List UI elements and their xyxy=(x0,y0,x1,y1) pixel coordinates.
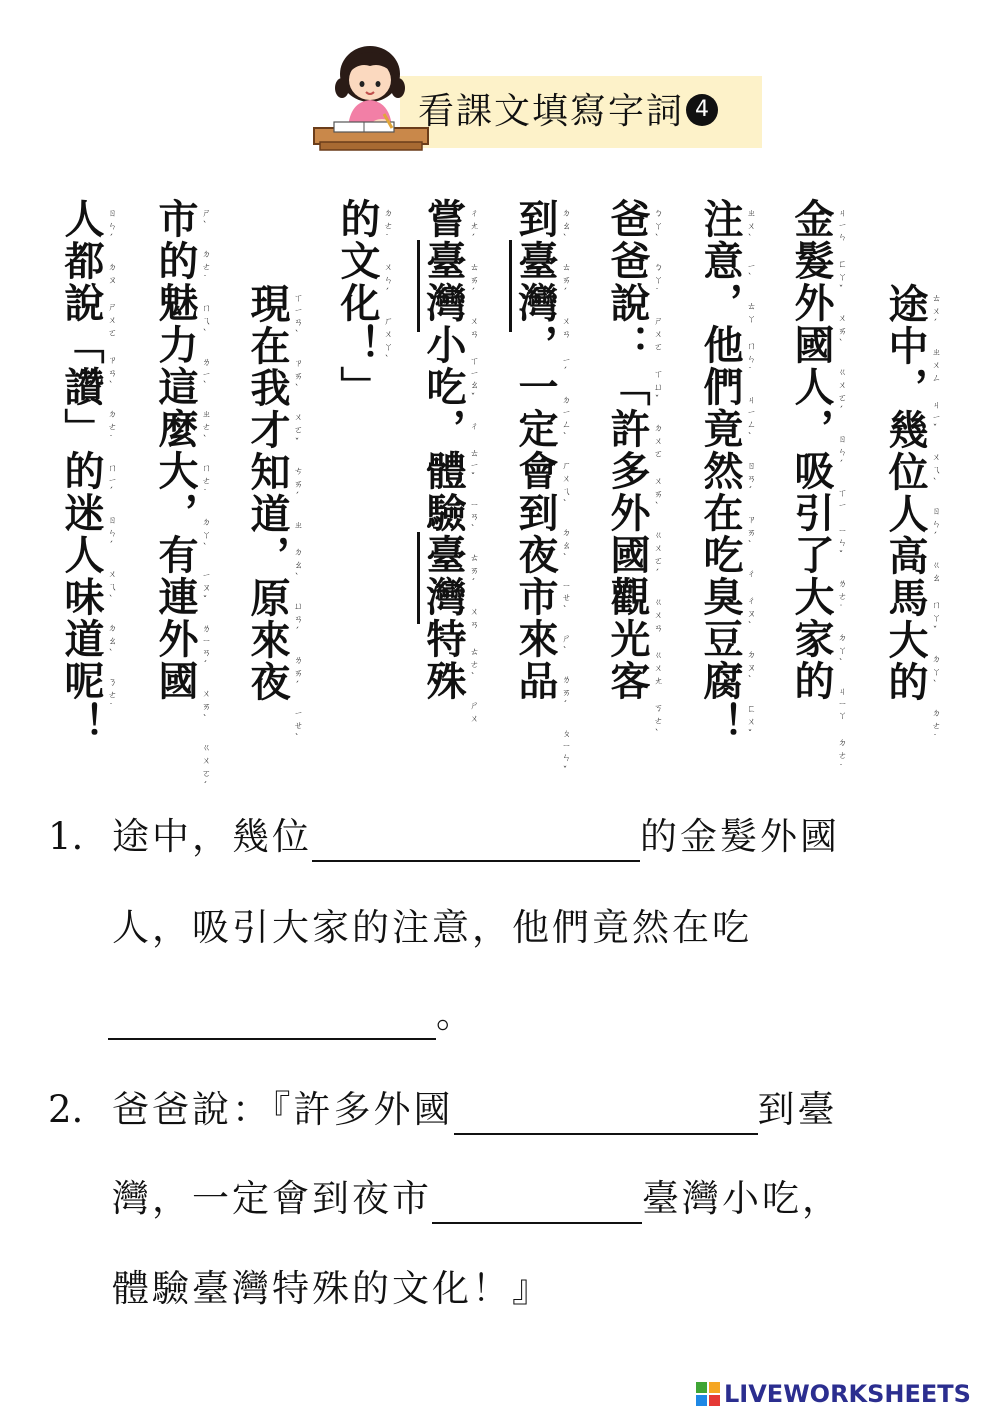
passage-column-2: 金髮外國人，吸引了大家的 xyxy=(788,198,834,702)
question-1-line-3 xyxy=(108,990,476,1040)
passage-column-9: 市的魅力這麼大，有連外國 xyxy=(152,198,198,702)
passage-column-10: 人都說「讚」的迷人味道呢！ xyxy=(58,198,104,744)
zhuyin-column-4: ㄅㄚˋ ㄅㄚ˙ ㄕㄨㄛ ㄒㄩˇ ㄉㄨㄛ ㄨㄞˋ ㄍㄨㄛˊ ㄍㄨㄢ ㄍㄨㄤ ㄎㄜˋ xyxy=(652,208,662,743)
liveworksheets-logo xyxy=(696,1380,971,1410)
question-2-line-2 xyxy=(112,1174,842,1224)
zhuyin-column-5: ㄉㄠˋ ㄊㄞˊ ㄨㄢ ㄧˊ ㄉㄧㄥˋ ㄏㄨㄟˋ ㄉㄠˋ ㄧㄝˋ ㄕˋ ㄌㄞˊ ㄆㄧㄣˇ xyxy=(560,208,570,780)
zhuyin-column-6: ㄔㄤˊ ㄊㄞˊ ㄨㄢ ㄒㄧㄠˇ ㄔ ㄊㄧˇ ㄧㄢˋ ㄊㄞˊ ㄨㄢ ㄊㄜˋ ㄕㄨ xyxy=(468,208,478,727)
answer-blank-3[interactable] xyxy=(454,1093,758,1135)
logo-text: LIVEWORKSHEETS xyxy=(724,1380,971,1408)
proper-noun-underline xyxy=(417,532,420,624)
worksheet-title xyxy=(418,88,718,136)
title-number-badge: 4 xyxy=(686,94,718,126)
passage-column-4: 爸爸說：「許多外國觀光客 xyxy=(604,198,650,702)
question-text: 到臺 xyxy=(757,1088,838,1131)
proper-noun-underline xyxy=(417,240,420,332)
answer-blank-4[interactable] xyxy=(432,1182,642,1224)
passage-column-6: 嘗臺灣小吃，體驗臺灣特殊 xyxy=(420,198,466,702)
passage-column-7: 的文化！」 xyxy=(334,198,380,408)
question-text: 的金髮外國 xyxy=(640,815,840,858)
question-number: 1. xyxy=(48,815,84,858)
question-text: 途中，幾位 xyxy=(112,815,312,858)
question-2-line-3: 體驗臺灣特殊的文化！』 xyxy=(112,1267,552,1310)
question-text: 。 xyxy=(436,993,476,1036)
question-number: 2. xyxy=(48,1088,84,1131)
liveworksheets-badge-icon xyxy=(696,1382,720,1406)
title-label: 看課文填寫字詞 xyxy=(418,91,685,132)
zhuyin-column-8: ㄒㄧㄢˋ ㄗㄞˋ ㄨㄛˇ ㄘㄞˊ ㄓ ㄉㄠˋ ㄩㄢˊ ㄌㄞˊ ㄧㄝˋ xyxy=(292,293,302,748)
proper-noun-underline xyxy=(509,240,512,332)
zhuyin-column-9: ㄕˋ ㄉㄜ˙ ㄇㄟˋ ㄌㄧˋ ㄓㄜˋ ㄇㄜ˙ ㄉㄚˋ ㄧㄡˇ ㄌㄧㄢˊ ㄨㄞˋ ㄍㄨㄛˊ xyxy=(200,208,210,796)
zhuyin-column-3: ㄓㄨˋ ㄧˋ ㄊㄚ ㄇㄣ˙ ㄐㄧㄥˋ ㄖㄢˊ ㄗㄞˋ ㄔ ㄔㄡˋ ㄉㄡˋ ㄈㄨˇ xyxy=(745,208,755,744)
answer-blank-1[interactable] xyxy=(312,820,640,862)
question-2-line-1 xyxy=(112,1085,838,1135)
answer-blank-2[interactable] xyxy=(108,998,436,1040)
question-text: 灣，一定會到夜市 xyxy=(112,1177,432,1220)
zhuyin-column-2: ㄐㄧㄣ ㄈㄚˇ ㄨㄞˋ ㄍㄨㄛˊ ㄖㄣˊ ㄒㄧ ㄧㄣˇ ㄌㄜ˙ ㄉㄚˋ ㄐㄧㄚ ㄉㄜ˙ xyxy=(836,208,846,778)
question-text: 爸爸說：『許多外國 xyxy=(112,1088,454,1131)
zhuyin-column-1: ㄊㄨˊ ㄓㄨㄥ ㄐㄧˇ ㄨㄟˋ ㄖㄣˊ ㄍㄠ ㄇㄚˇ ㄉㄚˋ ㄉㄜ˙ xyxy=(930,293,940,749)
zhuyin-column-7: ㄉㄜ˙ ㄨㄣˊ ㄏㄨㄚˋ xyxy=(382,208,392,369)
question-1-line-1 xyxy=(112,812,840,862)
student-writing-illustration xyxy=(312,44,430,156)
passage-column-1: 途中，幾位人高馬大的 xyxy=(882,283,928,703)
passage-column-8: 現在我才知道，原來夜 xyxy=(244,283,290,703)
zhuyin-column-10: ㄖㄣˊ ㄉㄡ ㄕㄨㄛ ㄗㄢˋ ㄉㄜ˙ ㄇㄧˊ ㄖㄣˊ ㄨㄟˋ ㄉㄠˋ ㄋㄜ˙ xyxy=(106,208,116,718)
passage-column-3: 注意，他們竟然在吃臭豆腐！ xyxy=(697,198,743,744)
question-text: 臺灣小吃， xyxy=(642,1177,842,1220)
passage-column-5: 到臺灣，一定會到夜市來品 xyxy=(512,198,558,702)
question-1-line-2: 人，吸引大家的注意，他們竟然在吃 xyxy=(112,906,752,949)
